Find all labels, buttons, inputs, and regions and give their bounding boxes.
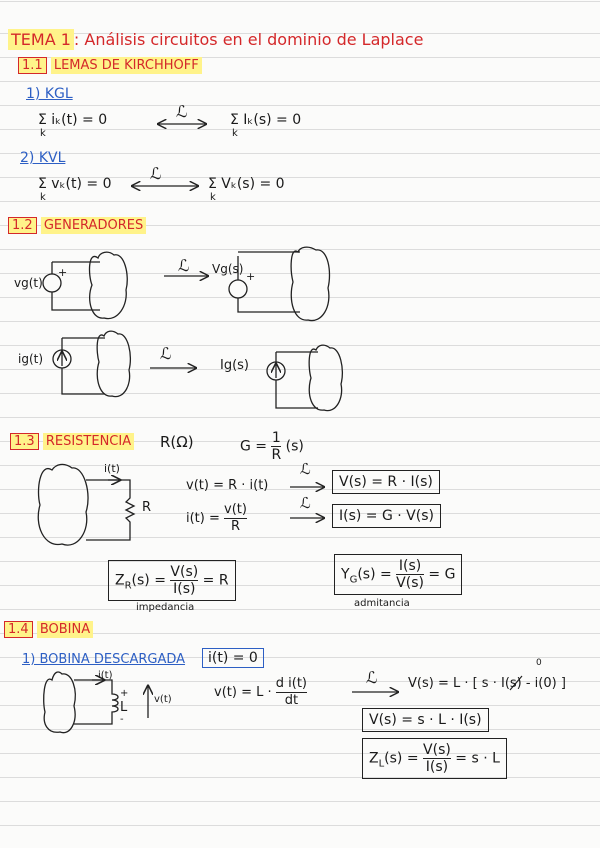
eq2-num: v(t): [224, 502, 247, 517]
section-title: GENERADORES: [41, 217, 146, 234]
kgl-lhs: Σ iₖ(t) = 0: [38, 112, 108, 128]
i0-zero-mark: 0: [536, 658, 542, 668]
g-num: 1: [271, 430, 281, 446]
section-1-3-heading: [10, 434, 134, 449]
admittance-box: [334, 554, 462, 595]
y-num: I(s): [396, 558, 424, 575]
y-mid: (s) =: [357, 566, 392, 583]
section-title: BOBINA: [37, 621, 93, 638]
z-lhs: Z: [115, 572, 125, 589]
vg-s-label: Vg(s): [212, 262, 244, 276]
section-1-2-heading: [8, 218, 146, 233]
section-title: RESISTENCIA: [43, 433, 134, 450]
ig-s-circuit: [267, 345, 342, 411]
section-1-1-heading: [18, 58, 202, 73]
vg-laplace: ℒ: [178, 256, 190, 275]
kvl-lhs: Σ vₖ(t) = 0: [38, 176, 112, 192]
l-minus: -: [120, 714, 124, 725]
z-frac: [170, 564, 198, 597]
ig-time-label: ig(t): [18, 352, 44, 366]
y-frac: [396, 558, 424, 591]
kvl-sub-rhs: k: [210, 192, 216, 203]
section-number: 1.1: [18, 57, 47, 74]
section-number: 1.4: [4, 621, 33, 638]
l-voltage-label: v(t): [154, 694, 172, 705]
section-number: 1.3: [10, 433, 39, 450]
vg-time-plus: +: [58, 266, 68, 279]
kgl-rhs: Σ Iₖ(s) = 0: [230, 112, 302, 128]
admittance-label: admitancia: [354, 598, 410, 609]
impedance-box: [108, 560, 236, 601]
zl-mid: (s) =: [384, 750, 419, 767]
inductor-law-time: [214, 676, 307, 709]
zl-den: I(s): [425, 759, 449, 775]
ohm-law-s-box: V(s) = R · I(s): [332, 470, 440, 494]
zl-rhs: = s · L: [455, 750, 500, 767]
kgl-label: 1) KGL: [26, 86, 73, 102]
z-rhs: = R: [202, 572, 229, 589]
vg-time-circuit: [43, 252, 127, 318]
r-laplace-2: ℒ: [300, 494, 311, 512]
l-laplace: ℒ: [366, 668, 378, 687]
eq2-frac: [224, 502, 247, 535]
eq2-lhs: i(t) =: [186, 511, 220, 526]
r-current-label: i(t): [104, 462, 120, 475]
kvl-laplace: ℒ: [150, 164, 162, 183]
y-rhs: = G: [428, 566, 456, 583]
vg-s-circuit: [229, 247, 330, 320]
inductor-impedance-box: [362, 738, 507, 779]
initial-condition-box: i(t) = 0: [202, 648, 264, 668]
zl-sub: L: [378, 758, 385, 770]
y-sub: G: [349, 574, 358, 586]
z-sub: R: [124, 580, 132, 592]
y-den: V(s): [396, 575, 424, 591]
ig-time-circuit: [53, 331, 130, 397]
inductor-s-box: V(s) = s · L · I(s): [362, 708, 489, 732]
resistor-circuit: [38, 464, 134, 545]
title-text: : Análisis circuitos en el dominio de Laplace: [73, 30, 424, 49]
kvl-label: 2) KVL: [20, 150, 66, 166]
section-title: LEMAS DE KIRCHHOFF: [51, 57, 202, 74]
z-mid: (s) =: [131, 572, 166, 589]
current-law-s-box: I(s) = G · V(s): [332, 504, 441, 528]
title-label: TEMA 1: [8, 29, 74, 50]
kgl-sub-lhs: k: [40, 128, 46, 139]
inductor-law-s: V(s) = L · [ s · I(s) - i(0) ]: [408, 676, 566, 691]
g-unit: (s): [285, 438, 304, 455]
l-eq-lhs: v(t) = L ·: [214, 685, 272, 700]
r-unit: R(Ω): [160, 433, 194, 451]
ohm-law-time: v(t) = R · i(t): [186, 478, 269, 493]
kgl-sub-rhs: k: [232, 128, 238, 139]
zl-num: V(s): [423, 742, 451, 758]
bobina-descargada-label: 1) BOBINA DESCARGADA: [22, 652, 186, 667]
eq2-den: R: [230, 519, 241, 534]
current-law-time: [186, 502, 247, 535]
section-1-4-heading: [4, 622, 93, 637]
y-lhs: Y: [341, 566, 350, 583]
impedance-label: impedancia: [136, 602, 195, 613]
g-lhs: G =: [240, 438, 268, 455]
zl-lhs: Z: [369, 750, 379, 767]
l-eq-frac: [276, 676, 307, 709]
doc-title: [8, 30, 423, 49]
vg-time-label: vg(t): [14, 276, 43, 290]
kvl-sub-lhs: k: [40, 192, 46, 203]
l-eq-den: dt: [284, 693, 299, 708]
kvl-rhs: Σ Vₖ(s) = 0: [208, 176, 285, 192]
g-def: [240, 430, 304, 463]
z-den: I(s): [173, 581, 196, 597]
ig-laplace: ℒ: [160, 344, 172, 363]
inductor-circuit: [44, 672, 148, 733]
z-num: V(s): [170, 564, 199, 580]
l-current-label: i(t): [98, 670, 113, 681]
r-resistor-label: R: [142, 500, 152, 515]
g-frac: [271, 430, 281, 463]
g-den: R: [271, 447, 282, 463]
l-plus: +: [120, 688, 129, 699]
l-eq-num: d i(t): [275, 676, 307, 691]
zl-frac: [423, 742, 451, 775]
section-number: 1.2: [8, 217, 37, 234]
r-laplace-1: ℒ: [300, 460, 311, 478]
l-label: L: [120, 700, 128, 715]
kgl-laplace: ℒ: [176, 102, 188, 121]
ig-s-label: Ig(s): [220, 358, 250, 373]
vg-s-plus: +: [246, 270, 256, 283]
